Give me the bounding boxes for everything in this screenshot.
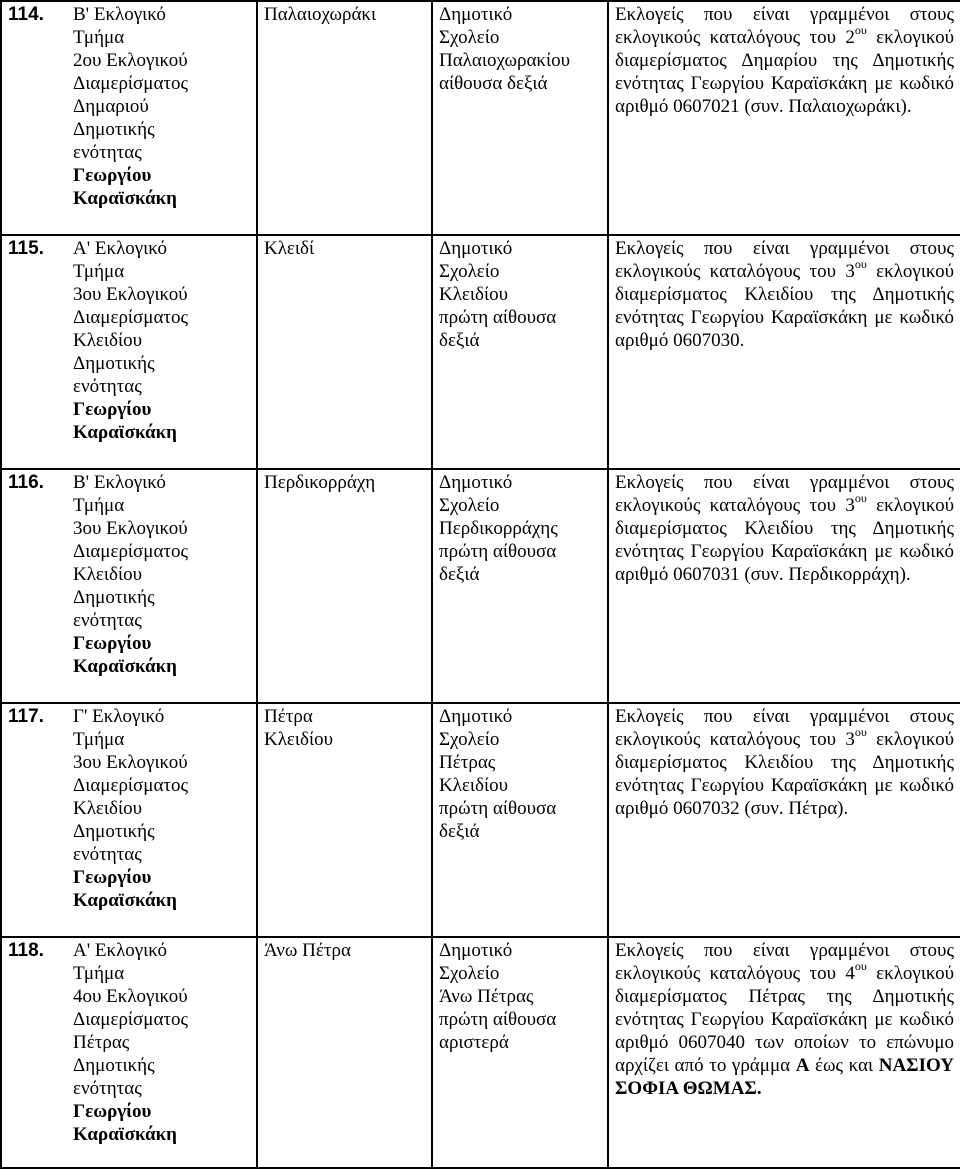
venue-cell: [432, 469, 608, 703]
section-line: Διαμερίσματος: [73, 541, 189, 562]
section-line-bold: Καραϊσκάκη: [73, 890, 177, 911]
section-line: Γ' Εκλογικό: [73, 706, 165, 727]
row-number: 115.: [1, 235, 67, 469]
venue-line: Σχολείο: [439, 261, 500, 282]
description-sup: ου: [854, 22, 867, 37]
venue-line: δεξιά: [439, 821, 480, 842]
section-line: Δημοτικής: [73, 1055, 155, 1076]
section-line: 4ου Εκλογικού: [73, 986, 188, 1007]
section-line: ενότητας: [73, 1078, 142, 1099]
voters-description-cell: [608, 937, 960, 1168]
section-line: Α' Εκλογικό: [73, 940, 167, 961]
section-line-bold: Γεωργίου: [73, 165, 152, 186]
section-line: Β' Εκλογικό: [73, 4, 166, 25]
venue-line: δεξιά: [439, 564, 480, 585]
venue-line: δεξιά: [439, 330, 480, 351]
section-line: 3ου Εκλογικού: [73, 518, 188, 539]
description-sup: ου: [854, 958, 867, 973]
electoral-section-cell: [67, 937, 257, 1168]
section-line: Δημοτικής: [73, 353, 155, 374]
place-cell: [257, 703, 432, 937]
place-cell: [257, 937, 432, 1168]
section-line: Διαμερίσματος: [73, 307, 189, 328]
place-cell: [257, 235, 432, 469]
table-row: [1, 469, 960, 703]
venue-line: Πέτρας: [439, 752, 496, 773]
section-line-bold: Γεωργίου: [73, 399, 152, 420]
section-line: 3ου Εκλογικού: [73, 284, 188, 305]
section-line: Τμήμα: [73, 261, 125, 282]
table-row: [1, 235, 960, 469]
place-line: Περδικορράχη: [264, 472, 376, 493]
venue-line: Σχολείο: [439, 495, 500, 516]
section-line: Κλειδίου: [73, 330, 142, 351]
row-number: 117.: [1, 703, 67, 937]
section-line: Διαμερίσματος: [73, 775, 189, 796]
table-row: [1, 1, 960, 235]
table-row: [1, 937, 960, 1168]
section-line: Β' Εκλογικό: [73, 472, 166, 493]
place-line: Κλειδίου: [264, 729, 333, 750]
venue-cell: [432, 235, 608, 469]
section-line: Δημοτικής: [73, 119, 155, 140]
electoral-section-cell: [67, 703, 257, 937]
venue-line: Άνω Πέτρας: [439, 986, 534, 1007]
venue-line: Δημοτικό: [439, 238, 513, 259]
section-line: Τμήμα: [73, 495, 125, 516]
section-line: Δημαριού: [73, 96, 149, 117]
row-number: 114.: [1, 1, 67, 235]
description-post: εκλογικού διαμερίσματος Δημαρίου της Δημοτικής ενότητας Γεωργίου Καραϊσκάκη με κωδικό αριθμό 0607021 (συν. Παλαιοχωράκι).: [615, 27, 954, 117]
section-line: Κλειδίου: [73, 798, 142, 819]
venue-line: Παλαιοχωρακίου: [439, 50, 571, 71]
venue-line: πρώτη αίθουσα: [439, 541, 557, 562]
section-line-bold: Γεωργίου: [73, 867, 152, 888]
venue-line: αριστερά: [439, 1032, 509, 1053]
section-line-bold: Καραϊσκάκη: [73, 1124, 177, 1145]
description-bold1: Α: [795, 1055, 810, 1076]
section-line: Διαμερίσματος: [73, 73, 189, 94]
row-number: 118.: [1, 937, 67, 1168]
venue-line: Σχολείο: [439, 963, 500, 984]
section-line: 3ου Εκλογικού: [73, 752, 188, 773]
venue-line: Δημοτικό: [439, 706, 513, 727]
venue-line: Σχολείο: [439, 729, 500, 750]
description-pre: Εκλογείς που είναι γραμμένοι στους εκλογικούς καταλόγους του 3: [615, 706, 954, 750]
description-mid: έως και: [809, 1055, 879, 1076]
description-sup: ου: [854, 256, 867, 271]
section-line: Δημοτικής: [73, 587, 155, 608]
place-line: Πέτρα: [264, 706, 313, 727]
place-line: Κλειδί: [264, 238, 315, 259]
section-line: Πέτρας: [73, 1032, 130, 1053]
venue-line: Σχολείο: [439, 27, 500, 48]
electoral-section-cell: [67, 469, 257, 703]
place-line: Άνω Πέτρα: [264, 940, 351, 961]
description-post: εκλογικού διαμερίσματος Κλειδίου της Δημοτικής ενότητας Γεωργίου Καραϊσκάκη με κωδικό αριθμό 0607032 (συν. Πέτρα).: [615, 729, 954, 819]
venue-line: πρώτη αίθουσα: [439, 798, 557, 819]
place-line: Παλαιοχωράκι: [264, 4, 377, 25]
venue-cell: [432, 703, 608, 937]
table-row: [1, 703, 960, 937]
description-pre: Εκλογείς που είναι γραμμένοι στους εκλογικούς καταλόγους του 3: [615, 472, 954, 516]
electoral-section-cell: [67, 235, 257, 469]
section-line: ενότητας: [73, 376, 142, 397]
section-line: ενότητας: [73, 844, 142, 865]
description-post: εκλογικού διαμερίσματος Κλειδίου της Δημοτικής ενότητας Γεωργίου Καραϊσκάκη με κωδικό αριθμό 0607030.: [615, 261, 954, 351]
section-line-bold: Καραϊσκάκη: [73, 422, 177, 443]
voters-description-cell: [608, 1, 960, 235]
section-line: Τμήμα: [73, 963, 125, 984]
venue-line: πρώτη αίθουσα: [439, 1009, 557, 1030]
section-line: Κλειδίου: [73, 564, 142, 585]
venue-line: Δημοτικό: [439, 472, 513, 493]
venue-line: πρώτη αίθουσα: [439, 307, 557, 328]
voters-description-cell: [608, 703, 960, 937]
description-sup: ου: [854, 490, 867, 505]
section-line-bold: Καραϊσκάκη: [73, 656, 177, 677]
venue-line: Κλειδίου: [439, 775, 508, 796]
section-line: 2ου Εκλογικού: [73, 50, 188, 71]
venue-cell: [432, 937, 608, 1168]
place-cell: [257, 469, 432, 703]
description-post: εκλογικού διαμερίσματος Κλειδίου της Δημοτικής ενότητας Γεωργίου Καραϊσκάκη με κωδικό αριθμό 0607031 (συν. Περδικορράχη).: [615, 495, 954, 585]
description-bold2: ΝΑΣΙΟΥ ΣΟΦΙΑ ΘΩΜΑΣ.: [615, 1055, 955, 1099]
section-line-bold: Γεωργίου: [73, 633, 152, 654]
description-sup: ου: [854, 724, 867, 739]
venue-line: αίθουσα δεξιά: [439, 73, 548, 94]
section-line: Διαμερίσματος: [73, 1009, 189, 1030]
voters-description-cell: [608, 469, 960, 703]
section-line-bold: Γεωργίου: [73, 1101, 152, 1122]
voters-description-cell: [608, 235, 960, 469]
section-line: Α' Εκλογικό: [73, 238, 167, 259]
venue-line: Δημοτικό: [439, 940, 513, 961]
table-body: [1, 1, 960, 1168]
venue-line: Κλειδίου: [439, 284, 508, 305]
section-line: Τμήμα: [73, 27, 125, 48]
section-line-bold: Καραϊσκάκη: [73, 188, 177, 209]
description-pre: Εκλογείς που είναι γραμμένοι στους εκλογικούς καταλόγους του 2: [615, 4, 954, 48]
venue-cell: [432, 1, 608, 235]
section-line: Τμήμα: [73, 729, 125, 750]
section-line: ενότητας: [73, 610, 142, 631]
section-line: Δημοτικής: [73, 821, 155, 842]
description-pre: Εκλογείς που είναι γραμμένοι στους εκλογικούς καταλόγους του 3: [615, 238, 954, 282]
row-number: 116.: [1, 469, 67, 703]
venue-line: Δημοτικό: [439, 4, 513, 25]
venue-line: Περδικορράχης: [439, 518, 558, 539]
electoral-section-cell: [67, 1, 257, 235]
description-post: εκλογικού διαμερίσματος Πέτρας της Δημοτικής ενότητας Γεωργίου Καραϊσκάκη με κωδικό αριθμό 0607040 των οποίων το επώνυμο αρχίζει από το γράμμα: [615, 963, 954, 1076]
place-cell: [257, 1, 432, 235]
description-pre: Εκλογείς που είναι γραμμένοι στους εκλογικούς καταλόγους του 4: [615, 940, 954, 984]
section-line: ενότητας: [73, 142, 142, 163]
